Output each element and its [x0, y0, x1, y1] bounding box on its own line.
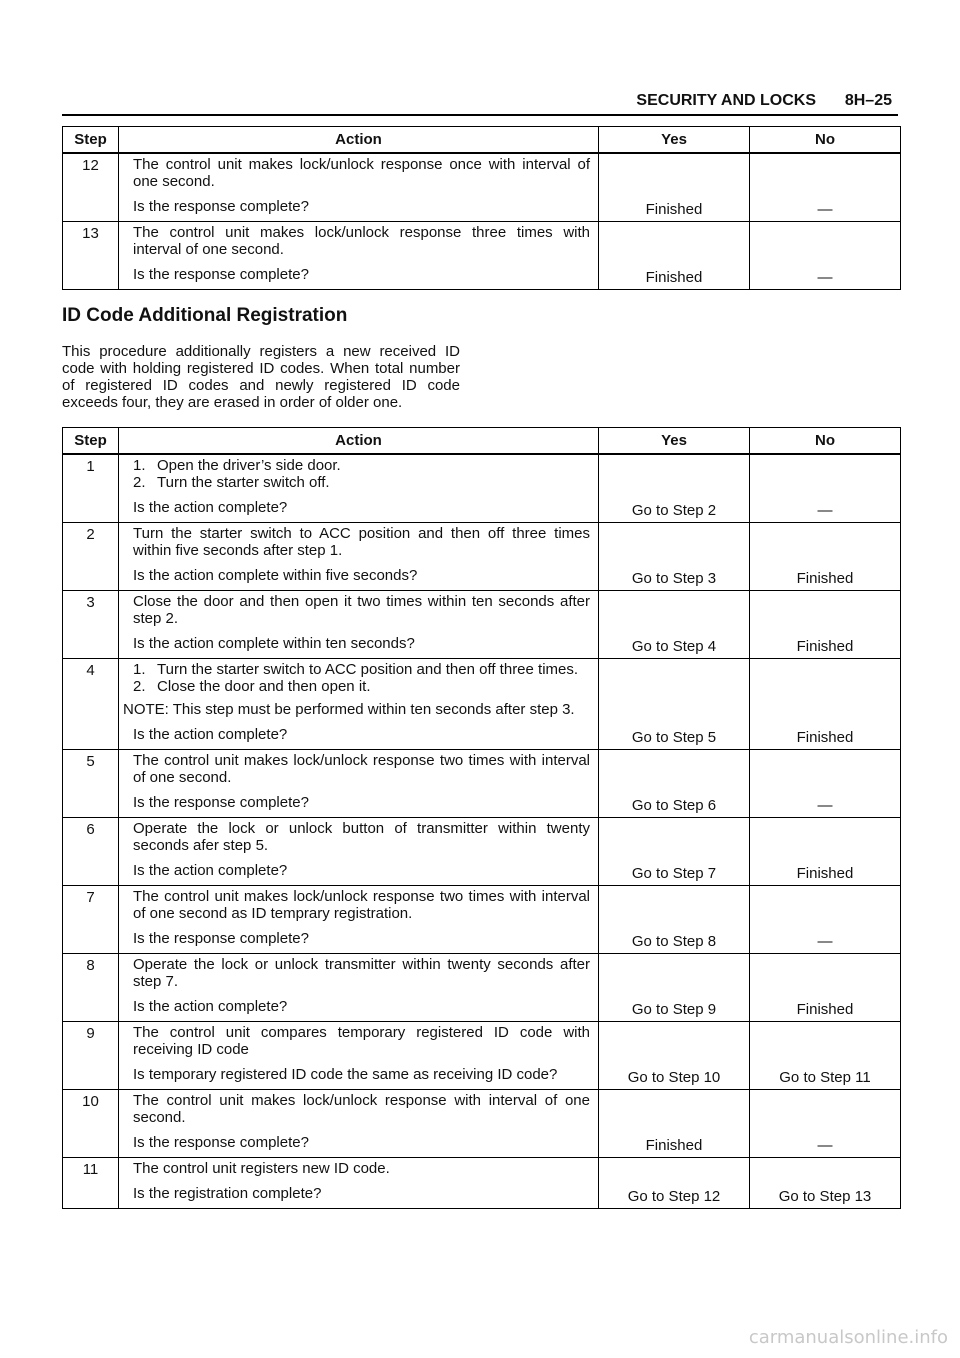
no-result: Finished: [750, 817, 901, 885]
action-cell: [119, 749, 599, 817]
list-text: Close the door and then open it.: [157, 677, 371, 695]
step-number: 5: [63, 749, 119, 817]
yes-result: Go to Step 2: [599, 454, 750, 523]
step-number: 8: [63, 953, 119, 1021]
list-number: 1.: [133, 456, 146, 474]
no-result: —: [750, 1089, 901, 1157]
action-list-item: [133, 661, 590, 678]
yes-result: Go to Step 12: [599, 1157, 750, 1208]
action-question: Is the action complete within ten seconds?: [133, 634, 415, 652]
yes-result: Finished: [599, 153, 750, 222]
yes-result: Go to Step 10: [599, 1021, 750, 1089]
table-row: [63, 153, 901, 222]
col-action-header: Action: [119, 428, 599, 454]
yes-result: Go to Step 5: [599, 658, 750, 749]
no-result: —: [750, 153, 901, 222]
action-cell: [119, 1021, 599, 1089]
action-question: Is the response complete?: [133, 793, 309, 811]
no-result: Finished: [750, 953, 901, 1021]
yes-result: Go to Step 4: [599, 590, 750, 658]
no-result: Finished: [750, 658, 901, 749]
table-header-row: [63, 428, 901, 454]
table-row: [63, 221, 901, 289]
action-question: Is the registration complete?: [133, 1184, 322, 1202]
action-description: The control unit makes lock/unlock response two times with interval of one second as ID temprary registration.: [133, 887, 590, 922]
yes-result: Finished: [599, 1089, 750, 1157]
table-row: [63, 454, 901, 523]
table-row: [63, 885, 901, 953]
table-row: [63, 749, 901, 817]
action-question: Is the response complete?: [133, 197, 309, 215]
action-cell: [119, 1157, 599, 1208]
list-text: Turn the starter switch off.: [157, 473, 330, 491]
section-intro: This procedure additionally registers a new received ID code with holding registered ID codes. When total number of registered ID codes and newly registered ID code exceeds four, they are erased in order of older one.: [62, 343, 460, 411]
col-no-header: No: [750, 127, 901, 153]
action-note: NOTE: This step must be performed within ten seconds after step 3.: [123, 700, 575, 718]
step-number: 1: [63, 454, 119, 523]
table-row: [63, 1089, 901, 1157]
no-result: Go to Step 11: [750, 1021, 901, 1089]
steps-table-1: [62, 126, 901, 290]
action-question: Is the response complete?: [133, 265, 309, 283]
action-description: Close the door and then open it two times within ten seconds after step 2.: [133, 592, 590, 627]
table-row: [63, 817, 901, 885]
action-cell: [119, 522, 599, 590]
action-question: Is the response complete?: [133, 1133, 309, 1151]
watermark: carmanualsonline.info: [748, 1327, 948, 1348]
step-number: 12: [63, 153, 119, 222]
col-yes-header: Yes: [599, 428, 750, 454]
step-number: 3: [63, 590, 119, 658]
yes-result: Go to Step 8: [599, 885, 750, 953]
step-number: 13: [63, 221, 119, 289]
step-number: 7: [63, 885, 119, 953]
action-description: The control unit makes lock/unlock response two times with interval of one second.: [133, 751, 590, 786]
action-description: The control unit registers new ID code.: [133, 1159, 390, 1177]
yes-result: Go to Step 9: [599, 953, 750, 1021]
table-row: [63, 1021, 901, 1089]
table-row: [63, 1157, 901, 1208]
action-cell: [119, 658, 599, 749]
action-cell: [119, 590, 599, 658]
section-title: SECURITY AND LOCKS: [636, 92, 816, 109]
action-cell: [119, 817, 599, 885]
action-description: The control unit makes lock/unlock response three times with interval of one second.: [133, 223, 590, 258]
action-list-item: [133, 678, 590, 695]
section-heading: ID Code Additional Registration: [62, 305, 348, 326]
col-no-header: No: [750, 428, 901, 454]
step-number: 2: [63, 522, 119, 590]
table-header-row: [63, 127, 901, 153]
no-result: Finished: [750, 590, 901, 658]
action-question: Is temporary registered ID code the same as receiving ID code?: [133, 1065, 558, 1083]
yes-result: Go to Step 6: [599, 749, 750, 817]
action-cell: [119, 153, 599, 222]
action-question: Is the action complete?: [133, 861, 288, 879]
step-number: 6: [63, 817, 119, 885]
list-number: 2.: [133, 473, 146, 491]
col-action-header: Action: [119, 127, 599, 153]
table-row: [63, 522, 901, 590]
list-text: Turn the starter switch to ACC position and then off three times.: [157, 660, 579, 678]
no-result: Go to Step 13: [750, 1157, 901, 1208]
page-number: 8H–25: [844, 92, 892, 109]
action-list-item: [133, 474, 590, 491]
step-number: 11: [63, 1157, 119, 1208]
steps-table-2: [62, 427, 901, 1209]
list-number: 1.: [133, 660, 146, 678]
step-number: 4: [63, 658, 119, 749]
table-row: [63, 953, 901, 1021]
action-question: Is the action complete?: [133, 997, 288, 1015]
action-list: [123, 661, 590, 695]
action-description: Operate the lock or unlock transmitter within twenty seconds after step 7.: [133, 955, 590, 990]
action-list: [123, 457, 590, 491]
action-question: Is the action complete within five seconds?: [133, 566, 418, 584]
col-yes-header: Yes: [599, 127, 750, 153]
action-description: Operate the lock or unlock button of transmitter within twenty seconds afer step 5.: [133, 819, 590, 854]
action-description: The control unit makes lock/unlock response with interval of one second.: [133, 1091, 590, 1126]
col-step-header: Step: [63, 127, 119, 153]
action-description: Turn the starter switch to ACC position and then off three times within five seconds after step 1.: [133, 524, 590, 559]
step-number: 9: [63, 1021, 119, 1089]
no-result: —: [750, 221, 901, 289]
action-question: Is the action complete?: [133, 725, 288, 743]
action-question: Is the response complete?: [133, 929, 309, 947]
no-result: —: [750, 454, 901, 523]
yes-result: Finished: [599, 221, 750, 289]
list-text: Open the driver’s side door.: [157, 456, 341, 474]
action-cell: [119, 953, 599, 1021]
no-result: —: [750, 749, 901, 817]
action-cell: [119, 454, 599, 523]
list-number: 2.: [133, 677, 146, 695]
action-cell: [119, 221, 599, 289]
yes-result: Go to Step 7: [599, 817, 750, 885]
action-description: The control unit compares temporary registered ID code with receiving ID code: [133, 1023, 590, 1058]
step-number: 10: [63, 1089, 119, 1157]
action-list-item: [133, 457, 590, 474]
no-result: Finished: [750, 522, 901, 590]
table-row: [63, 590, 901, 658]
page-header: [62, 92, 898, 116]
action-cell: [119, 1089, 599, 1157]
action-description: The control unit makes lock/unlock response once with interval of one second.: [133, 155, 590, 190]
yes-result: Go to Step 3: [599, 522, 750, 590]
col-step-header: Step: [63, 428, 119, 454]
table-row: [63, 658, 901, 749]
action-cell: [119, 885, 599, 953]
action-question: Is the action complete?: [133, 498, 288, 516]
no-result: —: [750, 885, 901, 953]
